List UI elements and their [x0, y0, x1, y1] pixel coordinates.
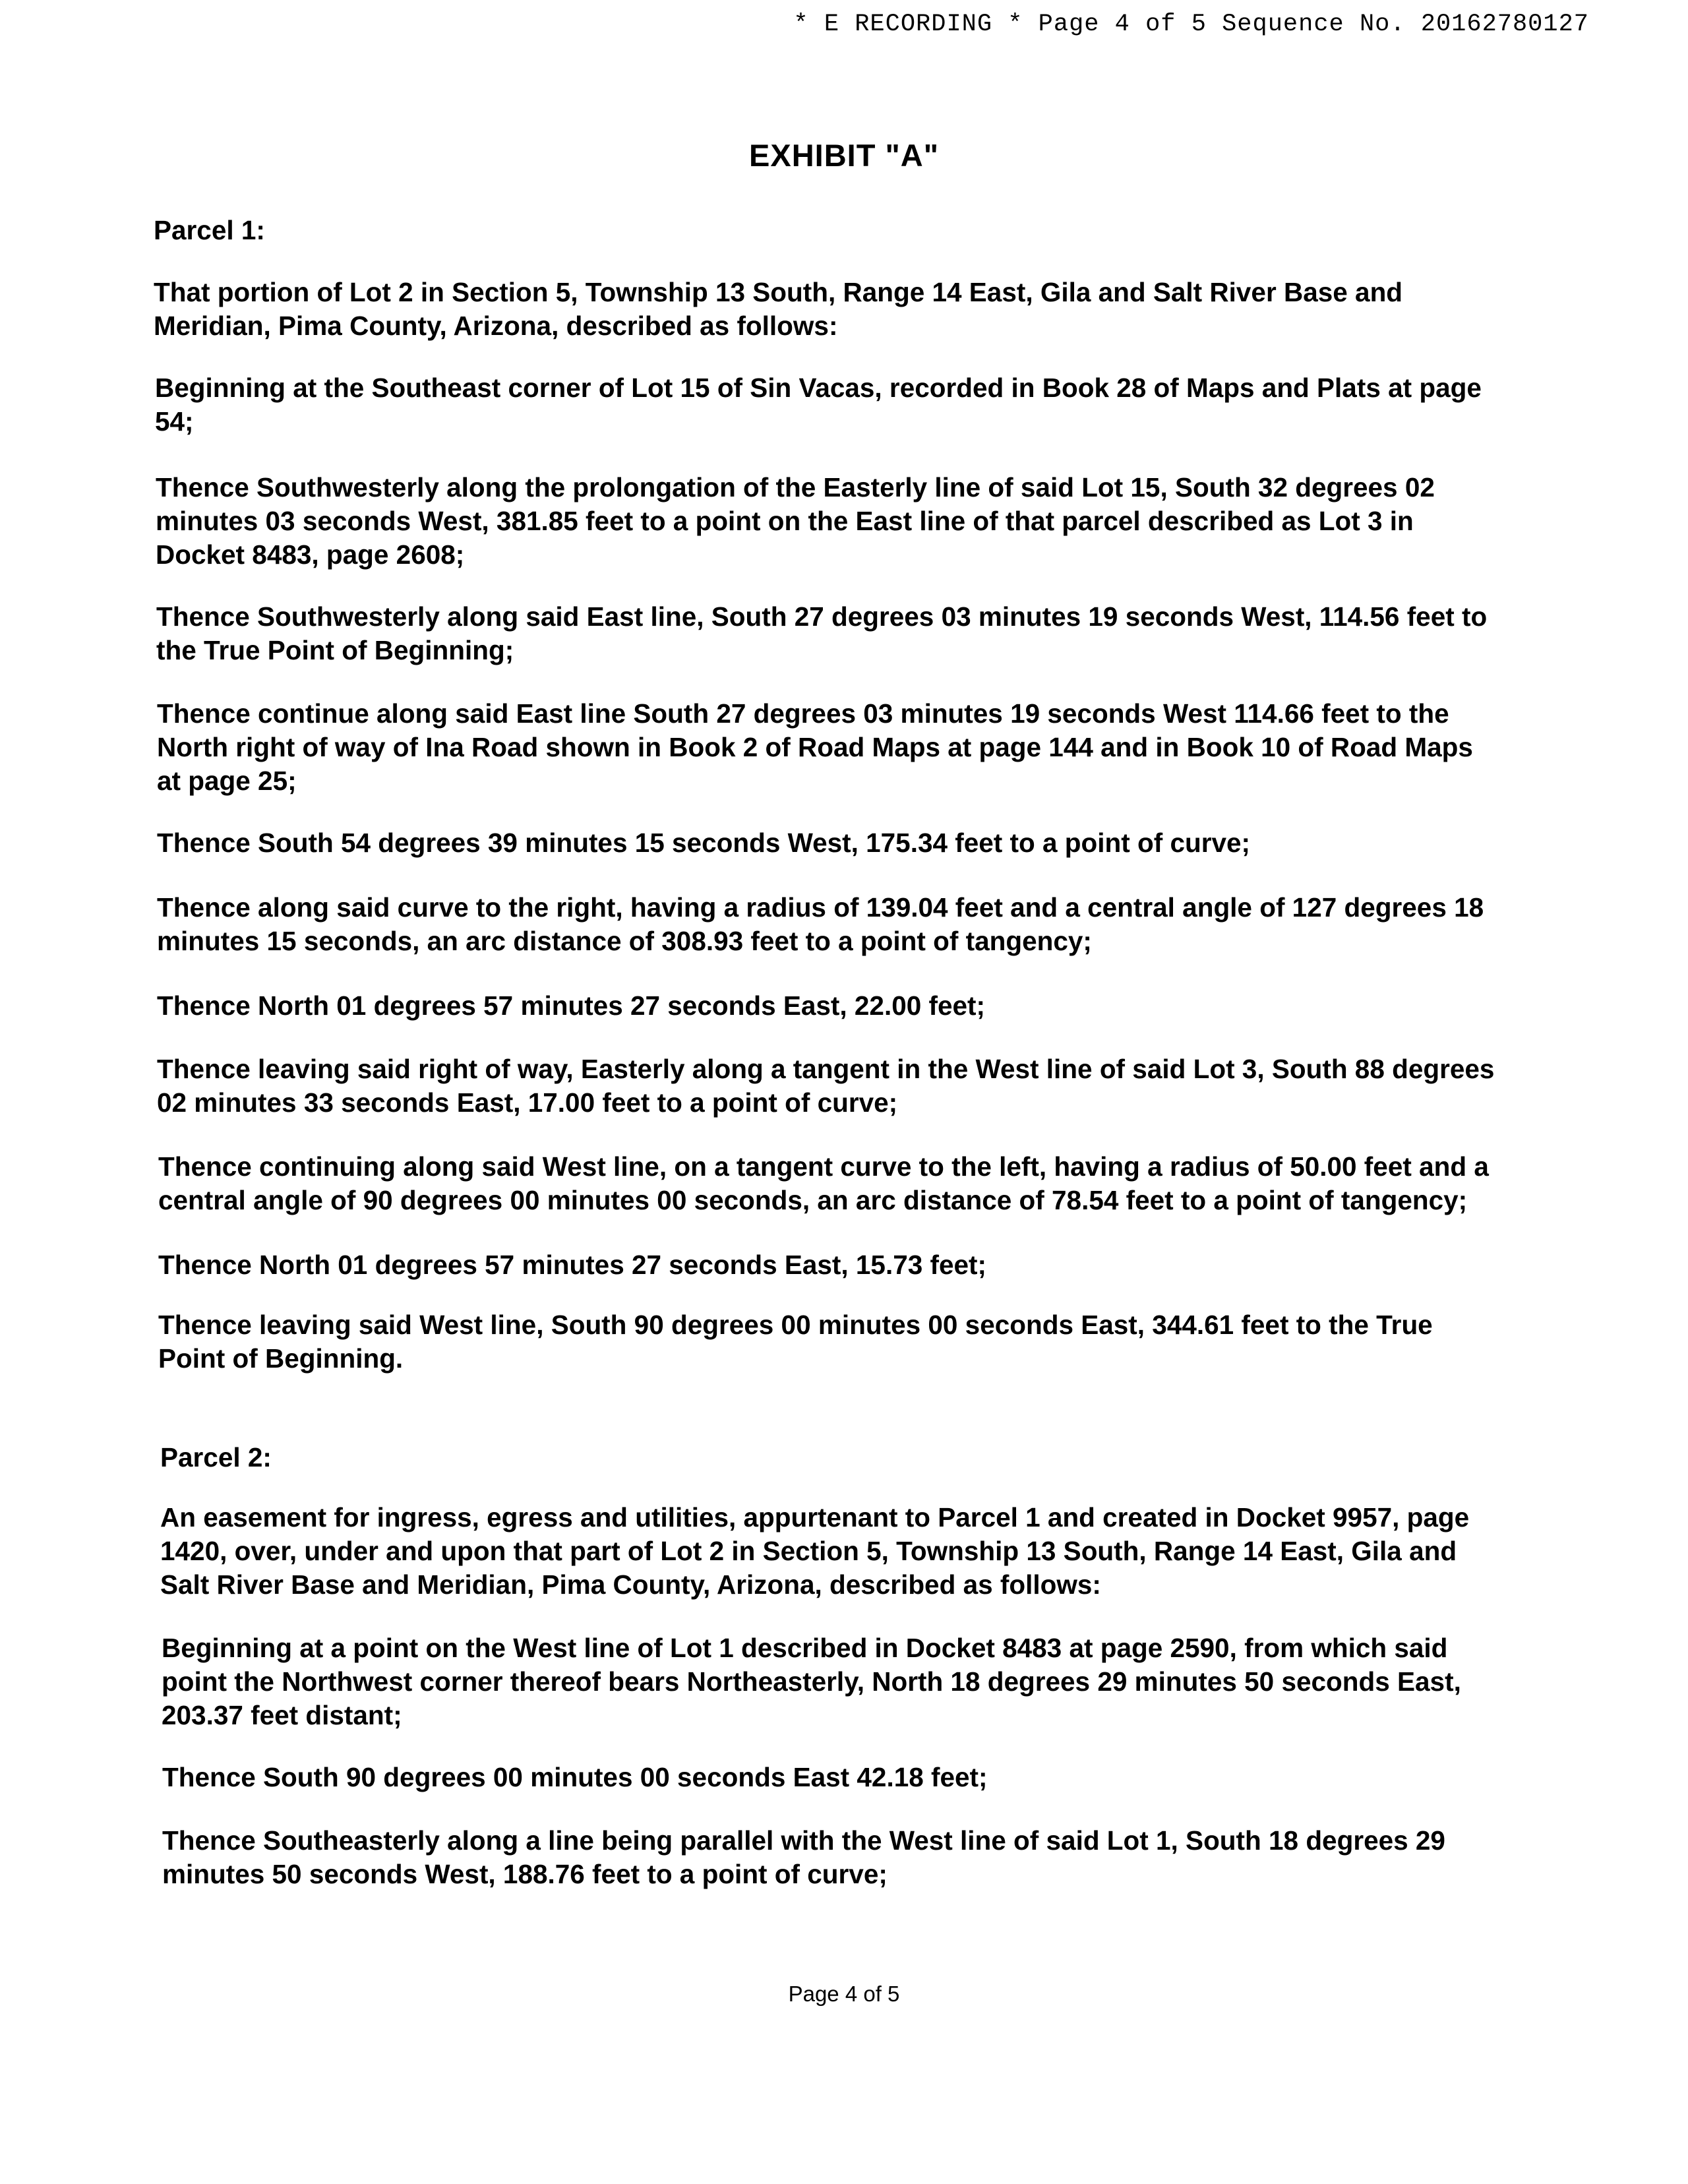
parcel-1-heading: Parcel 1: [154, 215, 265, 245]
parcel-1-paragraph: Thence leaving said West line, South 90 degrees 00 minutes 00 seconds East, 344.61 feet to the True Point of Beginning. [158, 1310, 1433, 1374]
parcel-2-paragraph: Thence Southeasterly along a line being parallel with the West line of said Lot 1, South 18 degrees 29 minutes 50 seconds West, 188.76 feet to a point of curve; [162, 1825, 1445, 1889]
parcel-2-paragraph: Beginning at a point on the West line of Lot 1 described in Docket 8483 at page 2590, from which said point the Northwest corner thereof bears Northeasterly, North 18 degrees 29 minutes 50 seconds East, 203.37 feet distant; [162, 1633, 1461, 1730]
parcel-1-paragraph: Thence South 54 degrees 39 minutes 15 seconds West, 175.34 feet to a point of curve; [157, 828, 1251, 858]
recording-header: * E RECORDING * Page 4 of 5 Sequence No. 20162780127 [793, 11, 1589, 38]
parcel-1-paragraph: Thence Southwesterly along the prolongation of the Easterly line of said Lot 15, South 32 degrees 02 minutes 03 seconds West, 381.85 feet to a point on the East line of that parcel described as Lot 3 in Docket 8483, page 2608; [156, 472, 1435, 570]
parcel-1-paragraph: Thence Southwesterly along said East line, South 27 degrees 03 minutes 19 seconds West, 114.56 feet to the True Point of Beginning; [156, 601, 1488, 665]
parcel-2-paragraph: Thence South 90 degrees 00 minutes 00 seconds East 42.18 feet; [162, 1762, 988, 1792]
parcel-1-paragraph: Thence North 01 degrees 57 minutes 27 seconds East, 22.00 feet; [157, 990, 986, 1021]
parcel-2-paragraph: An easement for ingress, egress and utilities, appurtenant to Parcel 1 and created in Docket 9957, page 1420, over, under and upon that part of Lot 2 in Section 5, Township 13 South, Range 14 East, Gila and Salt River Base and Meridian, Pima County, Arizona, described as follows: [160, 1502, 1470, 1600]
parcel-1-paragraph: Thence continuing along said West line, on a tangent curve to the left, having a radius of 50.00 feet and a central angle of 90 degrees 00 minutes 00 seconds, an arc distance of 78.54 feet to a point of tangency; [158, 1151, 1489, 1215]
parcel-2-heading: Parcel 2: [160, 1442, 272, 1472]
parcel-1-paragraph: Beginning at the Southeast corner of Lot 15 of Sin Vacas, recorded in Book 28 of Maps and Plats at page 54; [155, 373, 1482, 437]
page-number-footer: Page 4 of 5 [788, 1982, 900, 2006]
parcel-1-paragraph: Thence along said curve to the right, having a radius of 139.04 feet and a central angle of 127 degrees 18 minutes 15 seconds, an arc distance of 308.93 feet to a point of tangency; [157, 892, 1484, 956]
parcel-1-paragraph: Thence leaving said right of way, Easterly along a tangent in the West line of said Lot 3, South 88 degrees 02 minutes 33 seconds East, 17.00 feet to a point of curve; [157, 1054, 1495, 1118]
parcel-1-paragraph: Thence North 01 degrees 57 minutes 27 seconds East, 15.73 feet; [158, 1250, 987, 1280]
parcel-1-paragraph: That portion of Lot 2 in Section 5, Township 13 South, Range 14 East, Gila and Salt River Base and Meridian, Pima County, Arizona, described as follows: [154, 277, 1403, 341]
exhibit-title: EXHIBIT "A" [749, 138, 939, 173]
parcel-1-paragraph: Thence continue along said East line South 27 degrees 03 minutes 19 seconds West 114.66 feet to the North right of way of Ina Road shown in Book 2 of Road Maps at page 144 and in Book 10 of Road Maps at page 25; [157, 698, 1473, 796]
